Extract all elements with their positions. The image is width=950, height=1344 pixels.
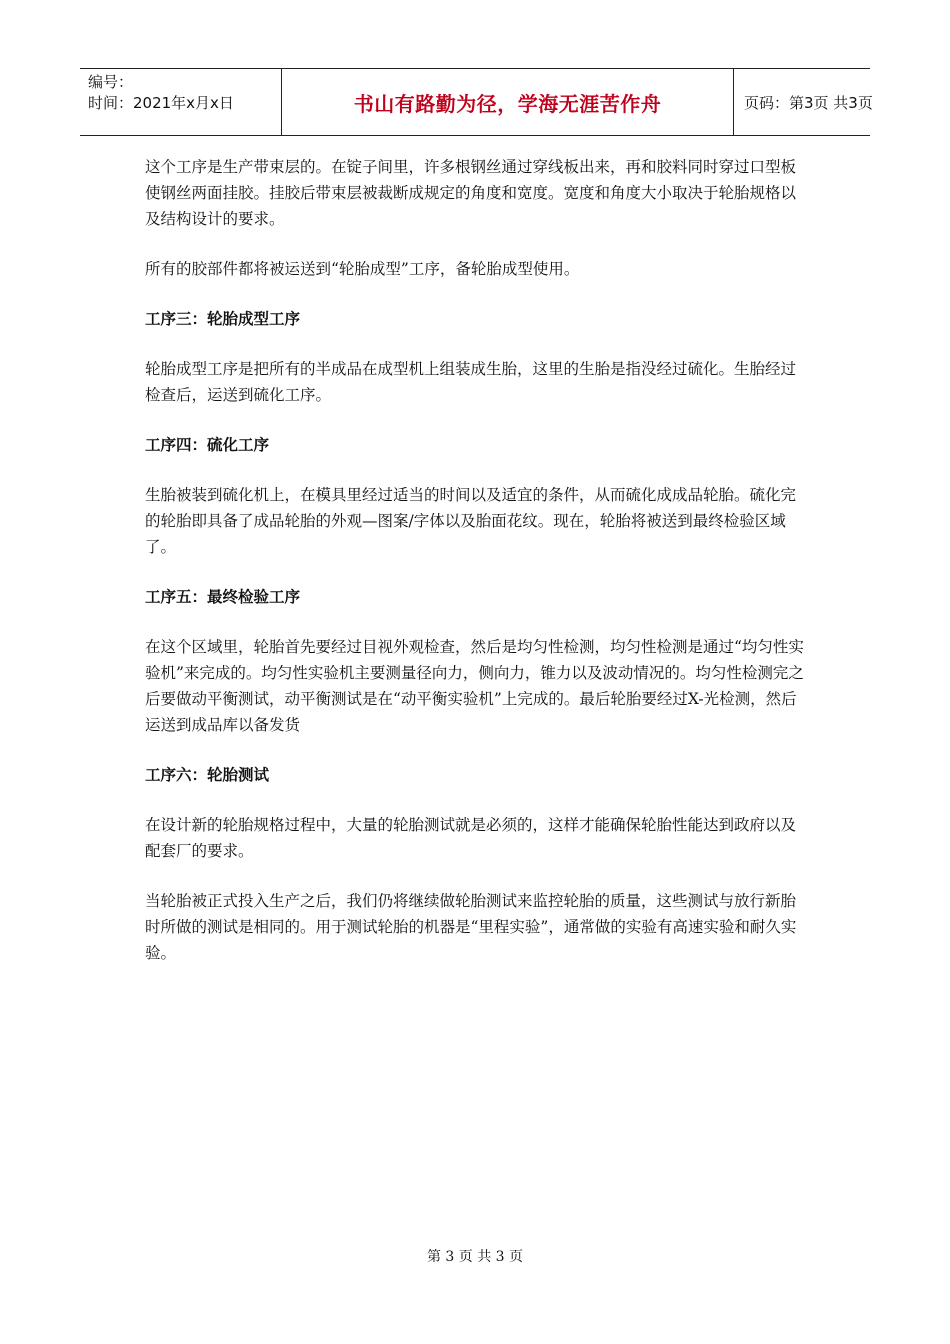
page-header	[80, 68, 873, 136]
header-motto-cell	[282, 69, 734, 135]
paragraph-production-testing: 当轮胎被正式投入生产之后，我们仍将继续做轮胎测试来监控轮胎的质量，这些测试与放行新胎时所做的测试是相同的。用于测试轮胎的机器是“里程实验”，通常做的实验有高速实验和耐久实验。	[145, 892, 797, 962]
header-meta	[80, 69, 282, 135]
paragraph-curing: 生胎被装到硫化机上，在模具里经过适当的时间以及适宜的条件，从而硫化成成品轮胎。硫化完的轮胎即具备了成品轮胎的外观—图案/字体以及胎面花纹。现在，轮胎将被送到最终检验区域了。	[145, 486, 797, 556]
document-number-label: 编号：	[88, 73, 134, 91]
header-page-info: 页码：第3页 共3页	[744, 93, 873, 112]
page-footer: 第 3 页 共 3 页	[426, 1249, 524, 1265]
heading-process-four: 工序四：硫化工序	[145, 436, 270, 454]
paragraph-tire-testing: 在设计新的轮胎规格过程中，大量的轮胎测试就是必须的，这样才能确保轮胎性能达到政府以及配套厂的要求。	[145, 816, 797, 860]
heading-process-three: 工序三：轮胎成型工序	[145, 310, 301, 328]
paragraph-transport: 所有的胶部件都将被运送到“轮胎成型”工序，备轮胎成型使用。	[145, 260, 580, 278]
header-motto: 书山有路勤为径，学海无涯苦作舟	[353, 91, 662, 116]
heading-process-six: 工序六：轮胎测试	[145, 766, 270, 784]
paragraph-belt-layer: 这个工序是生产带束层的。在锭子间里，许多根钢丝通过穿线板出来，再和胶料同时穿过口型板使钢丝两面挂胶。挂胶后带束层被裁断成规定的角度和宽度。宽度和角度大小取决于轮胎规格以及结构设计的要求。	[145, 158, 797, 228]
heading-process-five: 工序五：最终检验工序	[145, 588, 301, 606]
document-body	[145, 154, 805, 990]
paragraph-building: 轮胎成型工序是把所有的半成品在成型机上组装成生胎，这里的生胎是指没经过硫化。生胎经过检查后，运送到硫化工序。	[145, 360, 797, 404]
paragraph-final-inspection: 在这个区域里，轮胎首先要经过目视外观检查，然后是均匀性检测，均匀性检测是通过“均匀性实验机”来完成的。均匀性实验机主要测量径向力，侧向力，锥力以及波动情况的。均匀性检测完之后要做动平衡测试，动平衡测试是在“动平衡实验机”上完成的。最后轮胎要经过X-光检测，然后运送到成品库以备发货	[145, 638, 804, 734]
document-date: 时间：2021年x月x日	[88, 94, 234, 112]
